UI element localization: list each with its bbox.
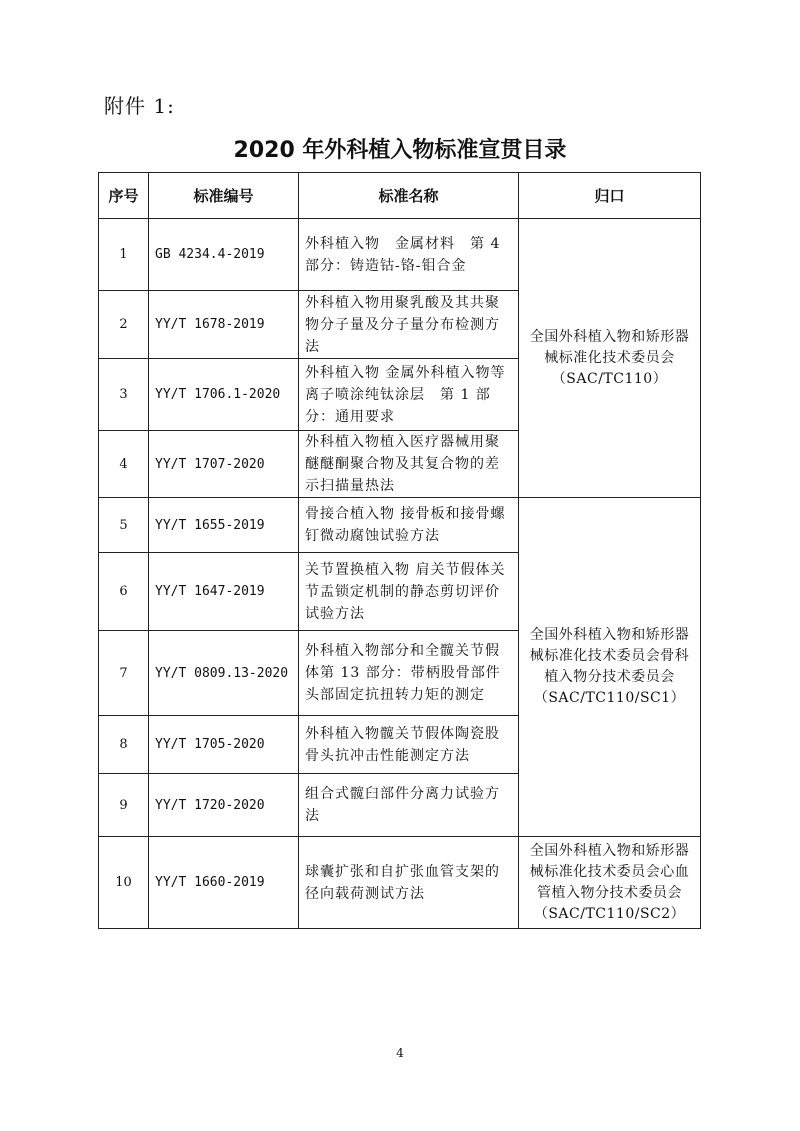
header-code: 标准编号 xyxy=(149,173,299,219)
row-name: 球囊扩张和自扩张血管支架的径向载荷测试方法 xyxy=(299,837,519,929)
row-name: 外科植入物 金属外科植入物等离子喷涂纯钛涂层 第 1 部分：通用要求 xyxy=(299,359,519,431)
row-name: 关节置换植入物 肩关节假体关节盂锁定机制的静态剪切评价试验方法 xyxy=(299,553,519,631)
dept-cell: 全国外科植入物和矫形器械标准化技术委员会心血管植入物分技术委员会（SAC/TC110/SC2） xyxy=(519,837,701,929)
row-code: YY/T 1660-2019 xyxy=(149,837,299,929)
row-no: 3 xyxy=(99,359,149,431)
row-name: 外科植入物髋关节假体陶瓷股骨头抗冲击性能测定方法 xyxy=(299,716,519,774)
document-title: 2020 年外科植入物标准宣贯目录 xyxy=(233,138,567,163)
row-name: 组合式髋臼部件分离力试验方法 xyxy=(299,774,519,837)
row-no: 6 xyxy=(99,553,149,631)
table-row xyxy=(99,837,701,929)
row-code: YY/T 1655-2019 xyxy=(149,498,299,553)
row-no: 10 xyxy=(99,837,149,929)
row-name: 外科植入物用聚乳酸及其共聚物分子量及分子量分布检测方法 xyxy=(299,291,519,359)
row-code: YY/T 1720-2020 xyxy=(149,774,299,837)
table-header-row xyxy=(99,173,701,219)
table-row xyxy=(99,219,701,291)
row-no: 9 xyxy=(99,774,149,837)
row-code: YY/T 0809.13-2020 xyxy=(149,631,299,716)
row-no: 8 xyxy=(99,716,149,774)
attachment-label: 附件 1: xyxy=(104,94,175,118)
row-code: GB 4234.4-2019 xyxy=(149,219,299,291)
row-name: 外科植入物部分和全髋关节假体第 13 部分：带柄股骨部件头部固定抗扭转力矩的测定 xyxy=(299,631,519,716)
header-dept: 归口 xyxy=(519,173,701,219)
row-name: 骨接合植入物 接骨板和接骨螺钉微动腐蚀试验方法 xyxy=(299,498,519,553)
dept-cell: 全国外科植入物和矫形器械标准化技术委员会骨科植入物分技术委员会（SAC/TC110/SC1） xyxy=(519,498,701,837)
table-row xyxy=(99,498,701,553)
row-no: 5 xyxy=(99,498,149,553)
row-no: 4 xyxy=(99,431,149,498)
row-name: 外科植入物植入医疗器械用聚醚醚酮聚合物及其复合物的差示扫描量热法 xyxy=(299,431,519,498)
row-code: YY/T 1706.1-2020 xyxy=(149,359,299,431)
row-code: YY/T 1707-2020 xyxy=(149,431,299,498)
row-no: 2 xyxy=(99,291,149,359)
row-code: YY/T 1705-2020 xyxy=(149,716,299,774)
page-number: 4 xyxy=(396,1046,404,1060)
row-code: YY/T 1647-2019 xyxy=(149,553,299,631)
row-no: 1 xyxy=(99,219,149,291)
row-name: 外科植入物 金属材料 第 4 部分：铸造钴-铬-钼合金 xyxy=(299,219,519,291)
standards-table xyxy=(98,172,701,929)
dept-cell: 全国外科植入物和矫形器械标准化技术委员会（SAC/TC110） xyxy=(519,219,701,498)
row-code: YY/T 1678-2019 xyxy=(149,291,299,359)
header-name: 标准名称 xyxy=(299,173,519,219)
header-no: 序号 xyxy=(99,173,149,219)
row-no: 7 xyxy=(99,631,149,716)
